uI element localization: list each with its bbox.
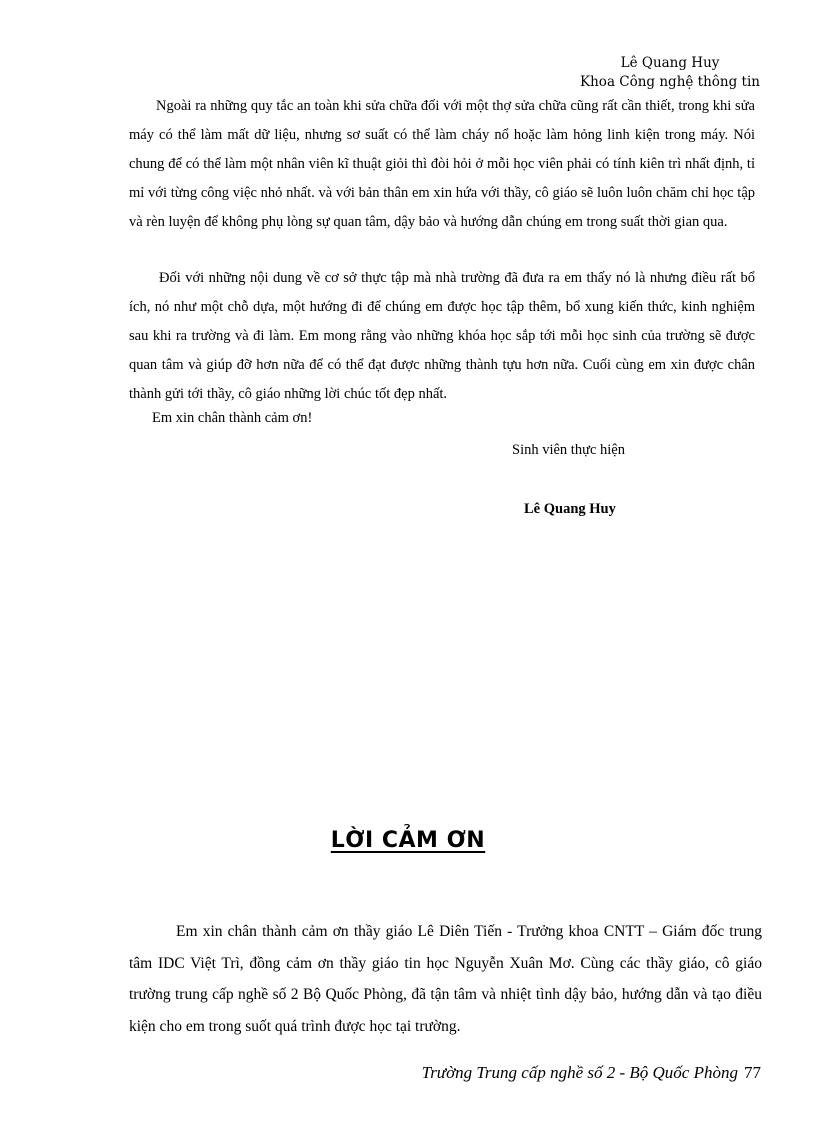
signer-name: Lê Quang Huy [524,501,616,517]
header-author: Lê Quang Huy [620,55,720,71]
page-footer [422,1063,761,1083]
page-number: 77 [744,1063,761,1082]
signer-role: Sinh viên thực hiện [512,442,625,458]
footer-school: Trường Trung cấp nghề số 2 - Bộ Quốc Phòng [421,1063,738,1082]
body-paragraph-1: Ngoài ra những quy tắc an toàn khi sửa chữa đối với một thợ sửa chữa cũng rất cần thiết, trong khi sửa máy có thể làm mất dữ liệu, nhưng sơ suất có thể làm cháy nổ hoặc làm hỏng linh kiện trong máy. Nói chung để có thể làm một nhân viên kĩ thuật giỏi thì đòi hỏi ở mỗi học viên phải có tính kiên trì nhất định, tỉ mỉ với từng công việc nhỏ nhất. và với bản thân em xin hứa với thầy, cô giáo sẽ luôn luôn chăm chỉ học tập và rèn luyện để không phụ lòng sự quan tâm, dậy bảo và hướng dẫn chúng em trong suất thời gian qua. [129,98,755,230]
body-paragraph-2: Đối với những nội dung về cơ sở thực tập mà nhà trường đã đưa ra em thấy nó là nhưng điều rất bổ ích, nó như một chỗ dựa, một hướng đi để chúng em được học tập thêm, bổ xung kiến thức, kinh nghiệm sau khi ra trường và đi làm. Em mong rằng vào những khóa học sắp tới mỗi học sinh của trường sẽ được quan tâm và giúp đỡ hơn nữa để có thể đạt được những thành tựu hơn nữa. Cuối cùng em xin được chân thành gửi tới thầy, cô giáo những lời chúc tốt đẹp nhất. [129,270,755,402]
page-header [580,54,760,92]
section-title: LỜI CẢM ƠN [330,828,486,853]
header-department: Khoa Công nghệ thông tin [580,74,760,90]
acknowledgement-paragraph: Em xin chân thành cảm ơn thầy giáo Lê Diên Tiến - Trưởng khoa CNTT – Giám đốc trung tâm IDC Việt Trì, đồng cảm ơn thầy giáo tin học Nguyễn Xuân Mơ. Cùng các thầy giáo, cô giáo trường trung cấp nghề số 2 Bộ Quốc Phòng, đã tận tâm và nhiệt tình dậy bảo, hướng dẫn và tạo điều kiện cho em trong suốt quá trình được học tại trường. [129,923,762,1035]
closing-thanks: Em xin chân thành cảm ơn! [152,410,313,426]
